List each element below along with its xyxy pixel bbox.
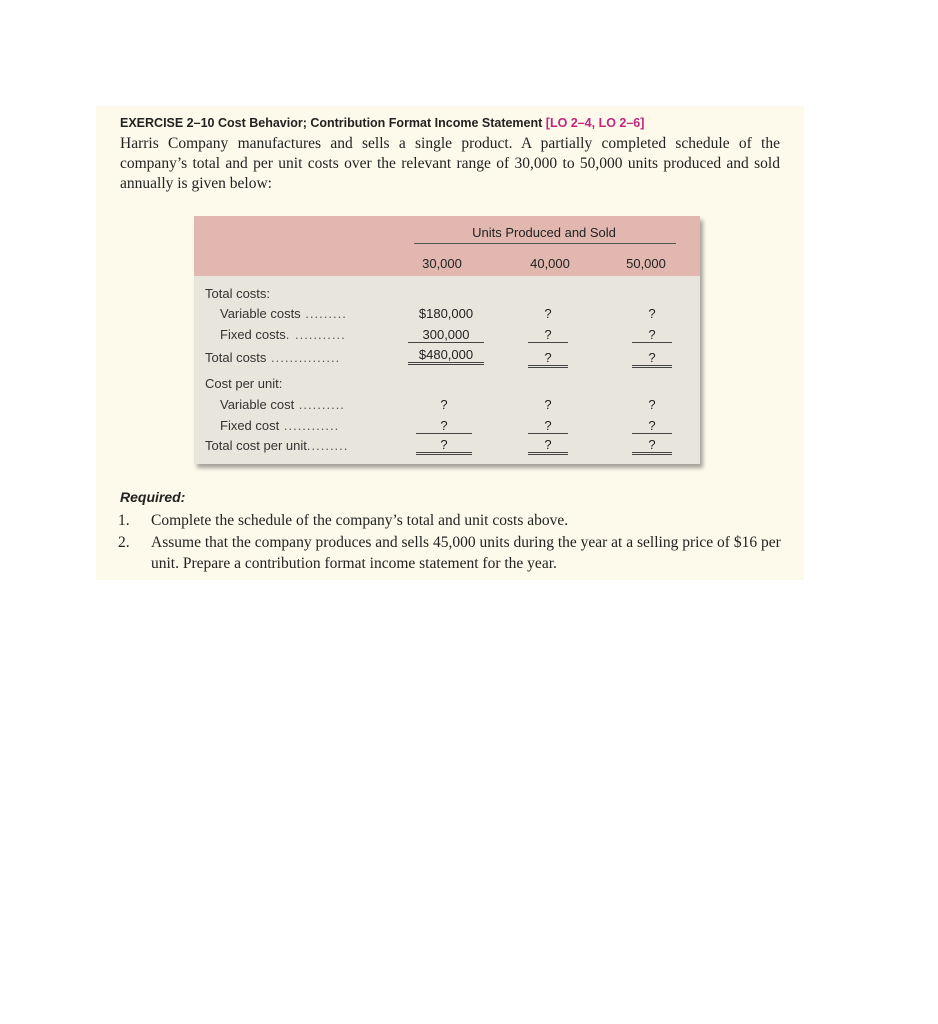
cell-variable-costs-50000: ? [648, 306, 656, 321]
cell-total-costs-40000: ? [528, 350, 568, 368]
cell-total-costs-50000: ? [632, 350, 672, 368]
row-label-total-cost-per-unit: Total cost per unit......... [205, 438, 349, 453]
cell-total-cost-per-unit-30000: ? [416, 437, 472, 455]
cell-variable-cost-50000: ? [648, 397, 656, 412]
cell-fixed-costs-50000: ? [632, 327, 672, 343]
required-item-1-text: Complete the schedule of the company’s total and unit costs above. [151, 512, 569, 529]
cell-variable-costs-30000: $180,000 [418, 306, 474, 321]
cost-per-unit-heading: Cost per unit: [205, 376, 283, 391]
cell-variable-costs-40000: ? [544, 306, 552, 321]
required-item-2-text: Assume that the company produces and sells 45,000 units during the year at a selling price of $16 per unit. Prepare a contribution format income statement for the year. [151, 534, 781, 572]
column-header-40000: 40,000 [530, 256, 570, 271]
cell-fixed-costs-40000: ? [528, 327, 568, 343]
required-heading: Required: [120, 489, 186, 505]
row-label-fixed-cost: Fixed cost ............ [220, 418, 340, 433]
units-group-header: Units Produced and Sold [472, 225, 616, 240]
cell-fixed-cost-40000: ? [528, 418, 568, 434]
cell-total-cost-per-unit-40000: ? [528, 437, 568, 455]
row-label-variable-costs: Variable costs ......... [220, 306, 347, 321]
cell-fixed-cost-30000: ? [416, 418, 472, 434]
column-header-50000: 50,000 [626, 256, 666, 271]
cell-fixed-cost-50000: ? [632, 418, 672, 434]
group-header-rule [414, 243, 676, 244]
cell-fixed-costs-30000: 300,000 [408, 327, 484, 343]
column-header-30000: 30,000 [422, 256, 462, 271]
exercise-intro: Harris Company manufactures and sells a single product. A partially completed schedule of the company’s total and per unit costs over the relevant range of 30,000 to 50,000 units produced and sold annually is given below: [120, 135, 780, 192]
cell-total-costs-30000: $480,000 [408, 347, 484, 365]
row-label-fixed-costs: Fixed costs. ........... [220, 327, 346, 342]
exercise-title: EXERCISE 2–10 Cost Behavior; Contribution Format Income Statement [120, 116, 543, 130]
exercise-heading [120, 116, 644, 130]
learning-objectives: [LO 2–4, LO 2–6] [545, 116, 645, 130]
row-label-variable-cost: Variable cost .......... [220, 397, 345, 412]
row-label-total-costs: Total costs ............... [205, 350, 341, 365]
cell-variable-cost-30000: ? [440, 397, 448, 412]
required-item-2-number: 2. [118, 534, 130, 551]
cell-variable-cost-40000: ? [544, 397, 552, 412]
required-item-1-number: 1. [118, 512, 130, 529]
required-item-1 [118, 510, 568, 531]
cell-total-cost-per-unit-50000: ? [632, 437, 672, 455]
total-costs-heading: Total costs: [205, 286, 271, 301]
